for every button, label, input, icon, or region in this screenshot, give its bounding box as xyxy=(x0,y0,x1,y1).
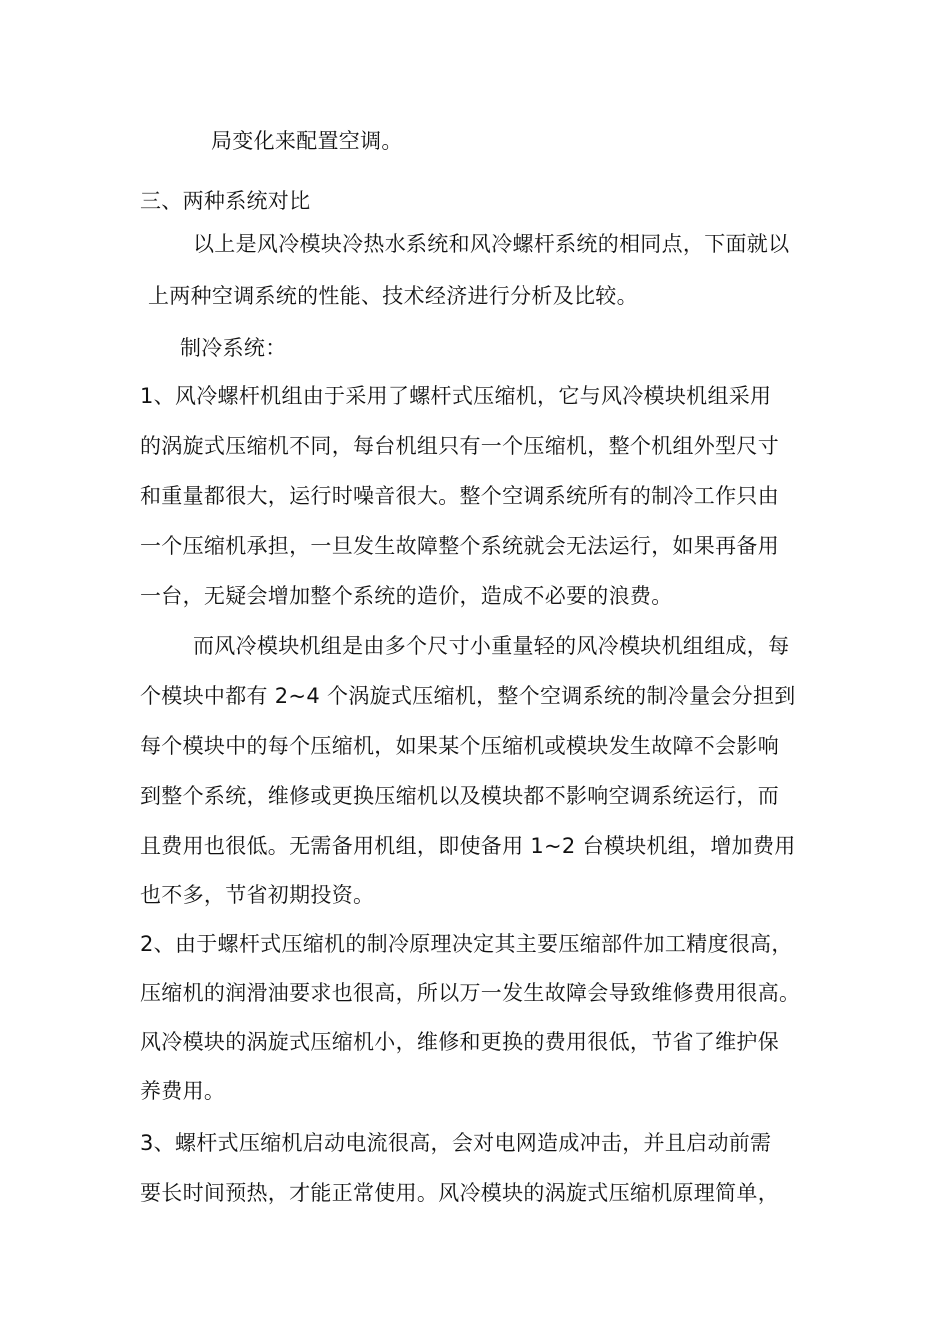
text-line-17: 2、由于螺杆式压缩机的制冷原理决定其主要压缩部件加工精度很高， xyxy=(140,932,793,956)
text-line-13: 每个模块中的每个压缩机，如果某个压缩机或模块发生故障不会影响 xyxy=(140,734,779,758)
text-line-1: 局变化来配置空调。 xyxy=(211,129,403,153)
text-line-22: 要长时间预热，才能正常使用。风冷模块的涡旋式压缩机原理简单， xyxy=(140,1181,779,1205)
text-line-21: 3、螺杆式压缩机启动电流很高，会对电网造成冲击，并且启动前需 xyxy=(140,1131,772,1155)
text-line-11: 而风冷模块机组是由多个尺寸小重量轻的风冷模块机组组成，每 xyxy=(193,634,790,658)
text-line-20: 养费用。 xyxy=(140,1079,226,1103)
section-heading: 三、两种系统对比 xyxy=(140,189,311,213)
subheading-refrigeration: 制冷系统： xyxy=(180,336,287,360)
text-line-16: 也不多，节省初期投资。 xyxy=(140,883,375,907)
text-line-9: 一个压缩机承担，一旦发生故障整个系统就会无法运行，如果再备用 xyxy=(140,534,779,558)
text-line-7: 的涡旋式压缩机不同，每台机组只有一个压缩机，整个机组外型尺寸 xyxy=(140,434,779,458)
text-line-18: 压缩机的润滑油要求也很高，所以万一发生故障会导致维修费用很高。 xyxy=(140,981,801,1005)
text-line-8: 和重量都很大，运行时噪音很大。整个空调系统所有的制冷工作只由 xyxy=(140,484,779,508)
text-line-19: 风冷模块的涡旋式压缩机小，维修和更换的费用很低，节省了维护保 xyxy=(140,1030,779,1054)
text-line-14: 到整个系统，维修或更换压缩机以及模块都不影响空调系统运行，而 xyxy=(140,784,779,808)
text-line-15: 且费用也很低。无需备用机组，即使备用 1~2 台模块机组，增加费用 xyxy=(140,834,796,858)
text-line-6: 1、风冷螺杆机组由于采用了螺杆式压缩机，它与风冷模块机组采用 xyxy=(140,384,772,408)
text-line-4: 上两种空调系统的性能、技术经济进行分析及比较。 xyxy=(148,284,638,308)
text-line-3: 以上是风冷模块冷热水系统和风冷螺杆系统的相同点，下面就以 xyxy=(193,232,790,256)
text-line-10: 一台，无疑会增加整个系统的造价，造成不必要的浪费。 xyxy=(140,584,673,608)
text-line-12: 个模块中都有 2~4 个涡旋式压缩机，整个空调系统的制冷量会分担到 xyxy=(140,684,796,708)
